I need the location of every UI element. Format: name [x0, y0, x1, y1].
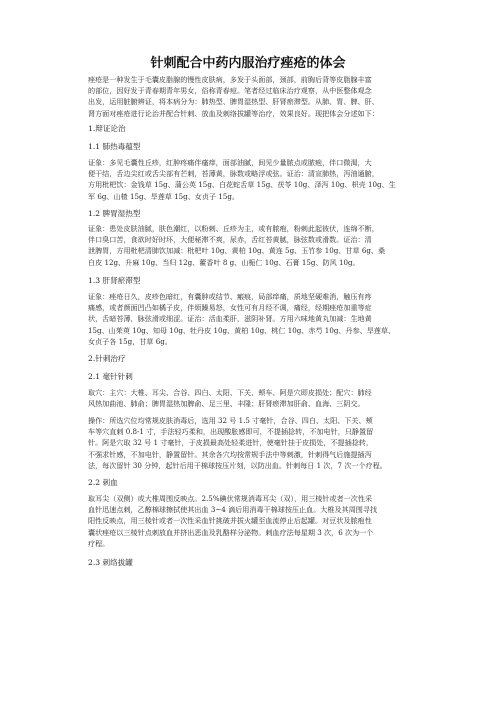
text-line: 伴口臭口苦，食欲时好时坏，大便秘滞不爽，尿赤，舌红苔黄腻，脉弦数或滑数。证治：清 — [88, 235, 372, 245]
text-line: 取耳尖（双侧）或大椎周围反映点。2.5%碘伏常规消毒耳尖（双），用三棱针或者一次性采 — [88, 494, 373, 503]
text-line: 痛感，或者颜面凹凸如橘子皮，伴烦躁易怒，女性可有月经不调，痛经，经期痤疮加重等症 — [88, 303, 372, 313]
text-line: 军 6g、山楂 15g、旱莲草 15g、女贞子 15g。 — [88, 191, 239, 201]
paragraph-2-1-points — [88, 387, 408, 409]
text-line: 肾方面对痤疮进行论治并配合针刺、放血及刺络拔罐等治疗，效果良好。现把体会分述如下： — [88, 108, 379, 118]
paragraph-2-2 — [88, 493, 408, 549]
text-line: 白皮 12g、升麻 10g、当归 12g、藿香叶 8 g、山栀仁 10g、石膏 15g、防风 10g。 — [88, 257, 360, 267]
subsection-heading: 2.3 刺络拔罐 — [88, 558, 133, 567]
text-line: 状，舌暗苔薄，脉弦滑或细涩。证治：活血柔肝，滋阴补肾。方用六味地黄丸加减：生地黄 — [88, 314, 372, 324]
paragraph-1-1 — [88, 157, 408, 202]
text-line: 阳性反映点，用三棱针或者一次性采血针挑破并拔火罐至血流停止后起罐。对豆状及脓疱性 — [88, 516, 372, 526]
text-line: 血针迅速点刺，乙醇棉球擦拭使其出血 3~4 滴后用消毒干棉球按压止血。大椎及其周围寻找 — [88, 505, 378, 515]
paragraph-1-3 — [88, 291, 408, 347]
text-line: 囊状痤疮以三棱针点刺放血并挤出恶血及乳酪样分泌物。刺血疗法每星期 3 次，6 次为一个 — [88, 527, 374, 537]
text-line: 操作：所选穴位均常规皮肤消毒后，选用 32 号 1.5 寸毫针，合谷、四白、太阳、下关、颊 — [88, 416, 373, 425]
subsection-heading: 2.1 毫针针刺 — [88, 372, 133, 381]
text-line: 证象：多见毛囊性丘疹，红肿疼痛伴瘙痒，面部油腻，间见少量脓点或脓疱，伴口微渴，大 — [88, 158, 372, 167]
subsection-heading: 1.1 肺热毒蕴型 — [88, 142, 141, 151]
subsection-heading: 1.3 肝肾瘀滞型 — [88, 276, 141, 285]
intro-paragraph — [88, 74, 408, 119]
text-line: 不强求针感，不加电针，静置留针。其余各穴均按常规手法中等刺激，针刺得气后施提插泻 — [88, 449, 372, 459]
text-line: 取穴：主穴：大椎、耳尖、合谷、四白、太阳、下关、颊车、阿是穴即皮损处；配穴：肺经 — [88, 388, 372, 397]
subsection-heading: 2.2 刺血 — [88, 478, 118, 487]
text-line: 的部位，因好发于青春期青年男女，俗称青春痘。笔者经过临床治疗观察，从中医整体观念 — [88, 86, 372, 96]
text-line: 泄脾胃，方用枇杷清肺饮加减：枇杷叶 10g、黄柏 10g、黄连 5g、玉竹参 10g、甘草 6g、桑 — [88, 246, 386, 256]
text-line: 出发，运用脏腑辨证，将本病分为：肺热型、脾胃湿热型、肝肾瘀滞型。从肺、胃、脾、肝、 — [88, 97, 379, 107]
paragraph-1-2 — [88, 223, 408, 268]
section-heading: 2.针刺治疗 — [88, 354, 126, 363]
text-line: 法，每次留针 30 分钟，起针后用干棉球按压片刻，以防出血。针刺每日 1 次，7 次一个疗程。 — [88, 460, 387, 470]
text-line: 针。阿是穴取 32 号 1 寸毫针，于皮损最高处轻柔进针，使毫针挂于皮损处，不提插捻转， — [88, 438, 374, 448]
document-title: 针刺配合中药内服治疗痤疮的体会 — [150, 56, 346, 71]
text-line: 15g、山茱萸 10g、知母 10g、牡丹皮 10g、黄柏 10g、桃仁 10g、赤芍 10g、丹参、旱莲草、 — [88, 325, 396, 335]
text-line: 女贞子各 15g，甘草 6g。 — [88, 336, 172, 346]
section-heading: 1.辩证论治 — [88, 124, 126, 133]
paragraph-2-1-operation — [88, 415, 408, 471]
text-line: 车等穴直刺 0.8-1 寸，手法轻巧柔和，出现酸胀感即可，不提插捻转，不加电针，只静置留 — [88, 427, 374, 437]
text-line: 疗程。 — [88, 538, 110, 548]
text-line: 方用枇杷饮：金钱草 15g、蒲公英 15g、白花蛇舌草 15g、茯苓 10g、泽泻 10g、枳壳 10g、生 — [88, 180, 396, 190]
text-line: 便干结，舌边尖红或舌尖部有芒刺，苔薄黄，脉数或略浮或弦。证治：清宣肺热，泻油通腑， — [88, 169, 379, 179]
text-line: 风热加曲池、肺俞；脾胃湿热加脾俞、足三里、丰隆；肝肾瘀滞加肝俞、血海、三阴交。 — [88, 399, 365, 409]
text-line: 痤疮是一种发生于毛囊皮脂腺的慢性皮肤病，多发于头面部，颈部，前胸后背等皮脂腺丰富 — [88, 75, 372, 84]
text-line: 证象：痤疮日久，皮疹色暗红，有囊肿或结节、瘢痕，局部痒痛，质地坚硬难消，触压有疼 — [88, 292, 372, 301]
text-line: 证象：患处皮肤油腻，肤色潮红，以粉刺、丘疹为主，或有脓疱，粉刺此起彼伏，连绵不断， — [88, 224, 379, 233]
subsection-heading: 1.2 脾胃湿热型 — [88, 209, 141, 218]
